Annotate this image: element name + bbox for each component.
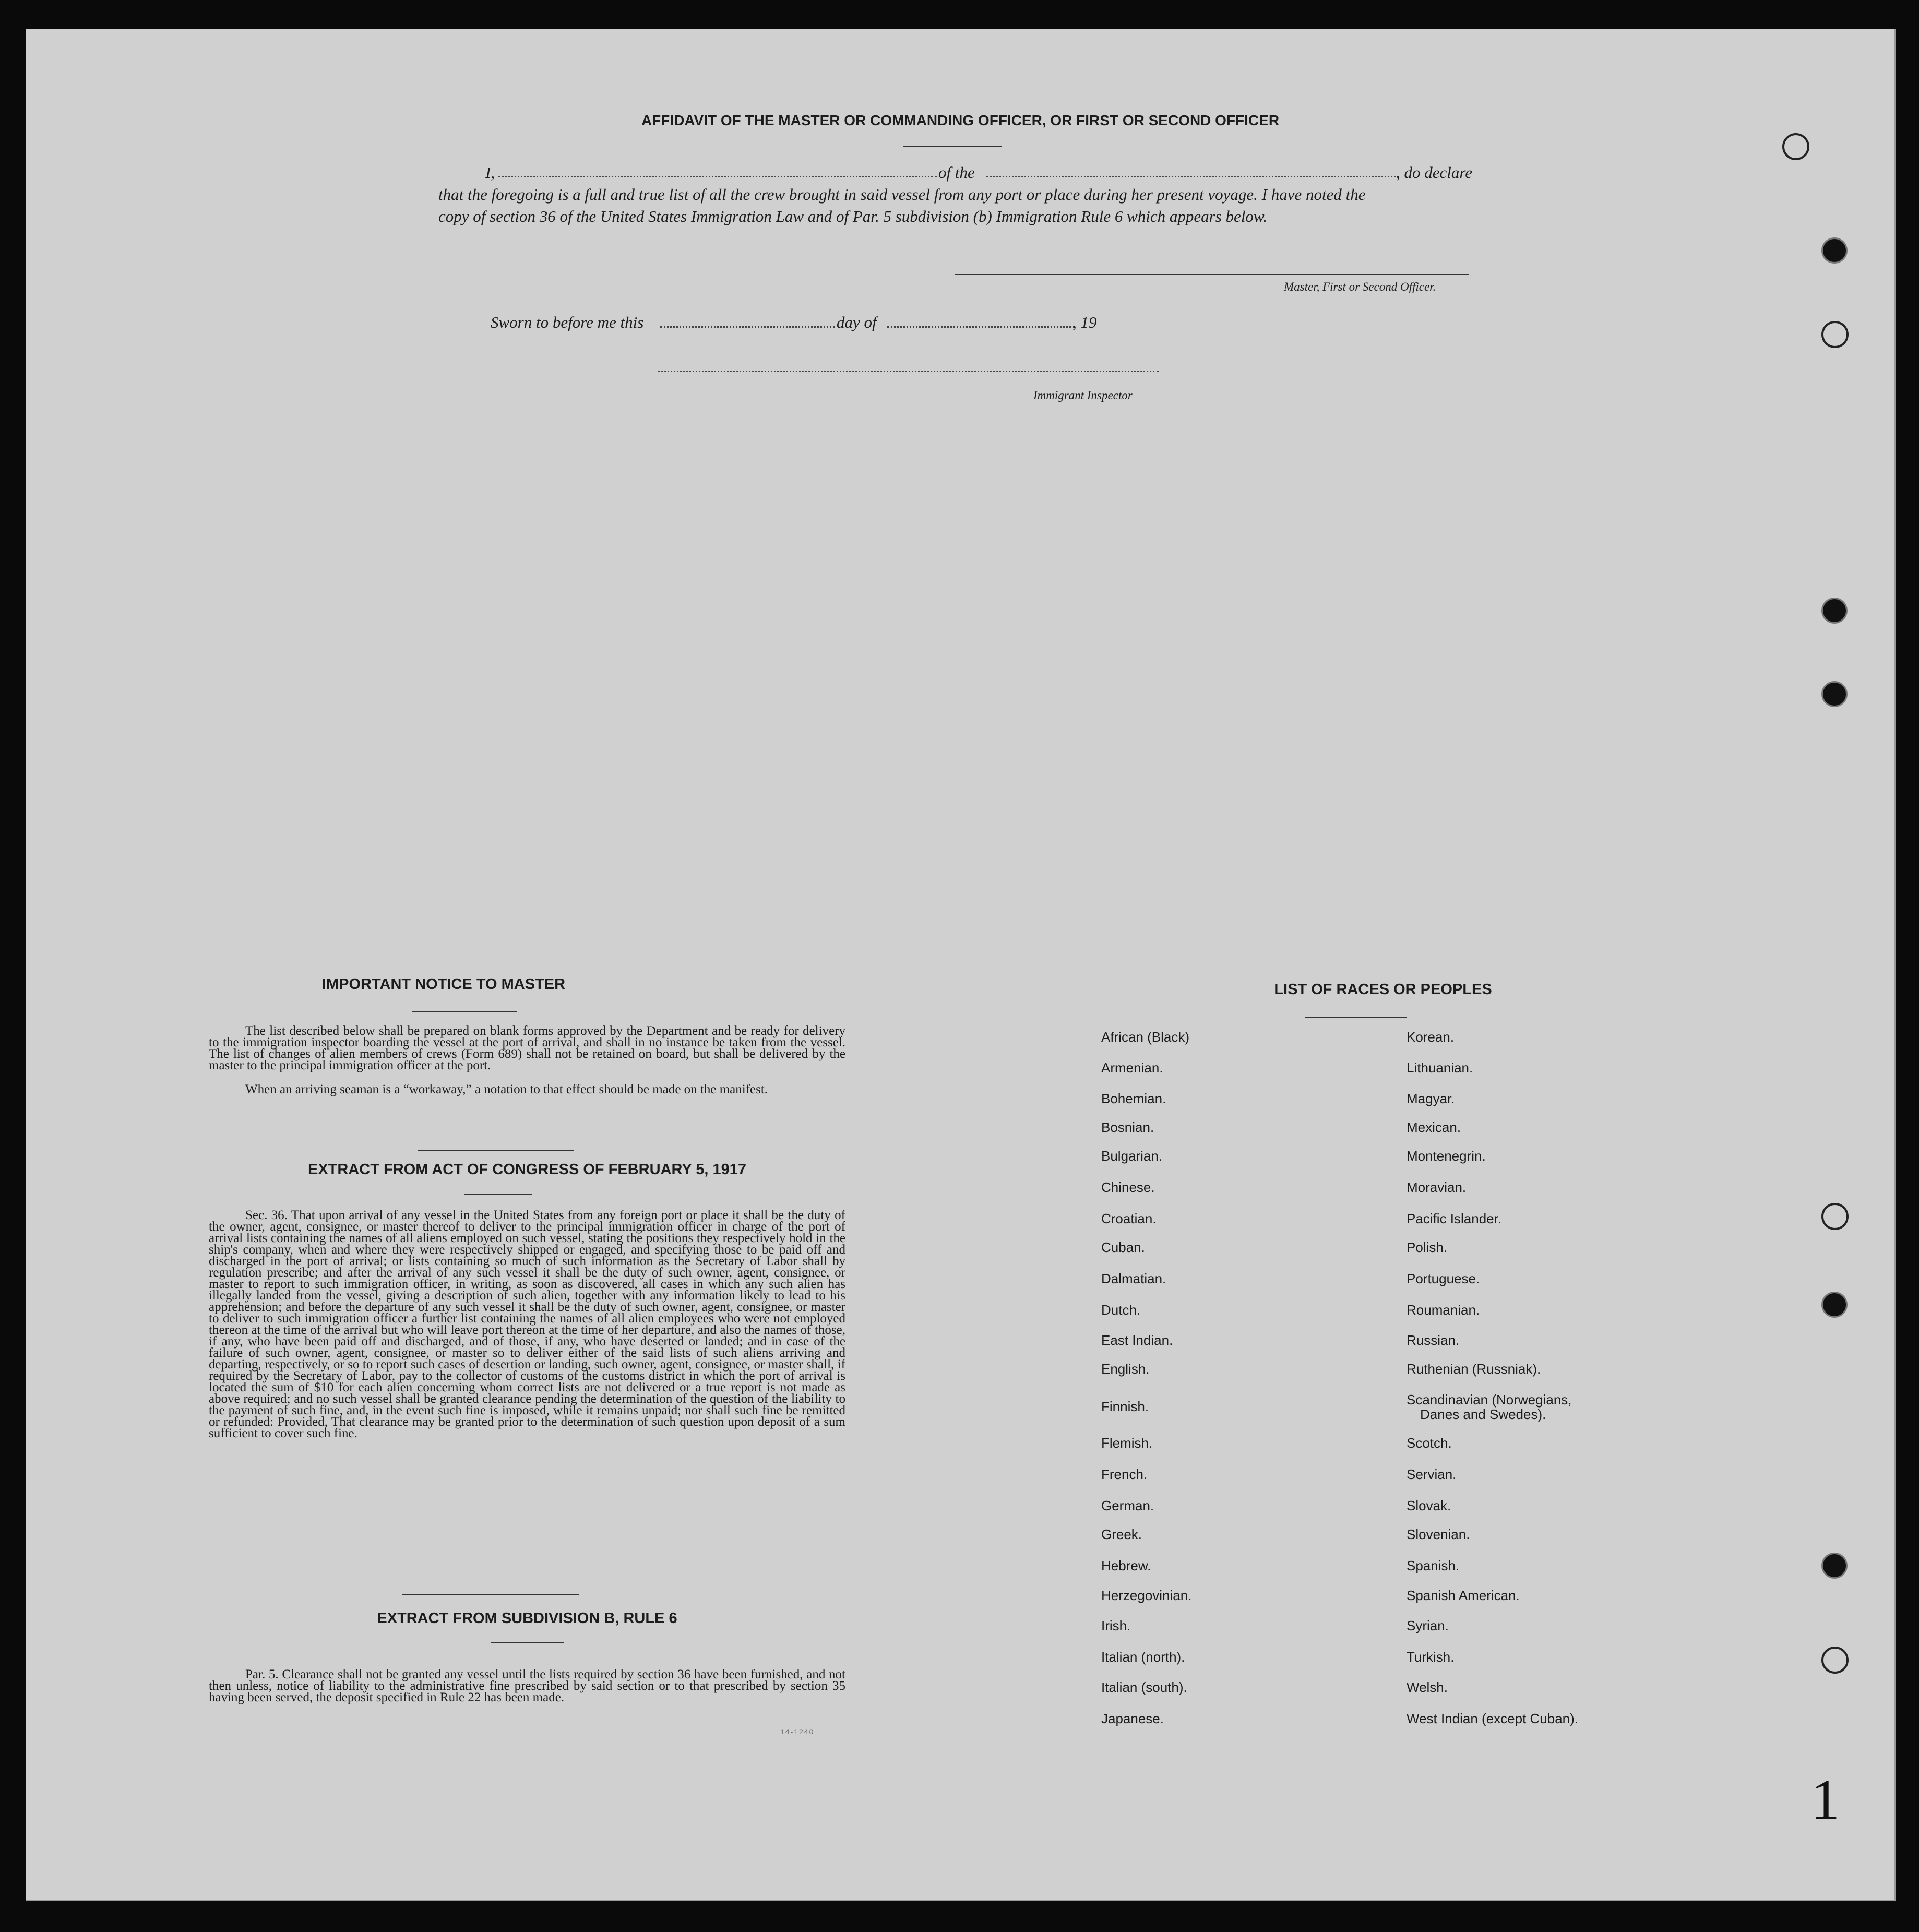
extract-rule-body: Par. 5. Clearance shall not be granted any vessel until the lists required by section 36 have been furnished, and not then unless, notice of liability to the administrative fine prescribed by said section or to that prescribed by section 35 having been served, the deposit specified in Rule 22 has been made. — [209, 1667, 845, 1704]
race-item: Slovak. — [1407, 1498, 1451, 1513]
race-item: Turkish. — [1407, 1649, 1455, 1665]
affidavit-title: AFFIDAVIT OF THE MASTER OR COMMANDING OFFICER, OR FIRST OR SECOND OFFICER — [641, 112, 1280, 128]
race-item: English. — [1101, 1361, 1150, 1377]
race-item: Welsh. — [1407, 1679, 1448, 1695]
extract-rule-title: EXTRACT FROM SUBDIVISION B, RULE 6 — [377, 1610, 677, 1627]
race-item: Roumanian. — [1407, 1302, 1480, 1318]
race-item: Finnish. — [1101, 1399, 1149, 1414]
binder-hole — [1821, 321, 1849, 348]
handwritten-page-mark: 1 — [1811, 1768, 1840, 1831]
binder-hole — [1821, 237, 1848, 264]
race-item: Irish. — [1101, 1618, 1131, 1633]
race-item: Pacific Islander. — [1407, 1211, 1502, 1226]
sworn-date-blank[interactable] — [660, 326, 835, 328]
binder-hole — [1821, 1203, 1849, 1230]
notice-para2: When an arriving seaman is a “workaway,” a notation to that effect should be made on the manifest. — [245, 1082, 768, 1096]
binder-hole — [1821, 681, 1848, 707]
race-item: Servian. — [1407, 1466, 1457, 1482]
binder-hole — [1821, 1292, 1848, 1318]
race-item: Bulgarian. — [1101, 1148, 1163, 1164]
affidavit-line1-of: of the — [938, 163, 975, 182]
race-item: Portuguese. — [1407, 1271, 1480, 1286]
notice-para1: The list described below shall be prepared on blank forms approved by the Department and be ready for delivery to the immigration inspector boarding the vessel at the port of arrival, and shall in no instance be taken from the vessel. The list of changes of alien members of crews (Form 689) shall not be retained on board, but shall be delivered by the master to the principal immigration officer at the port. — [209, 1024, 845, 1072]
extract-act-title: EXTRACT FROM ACT OF CONGRESS OF FEBRUARY 5, 1917 — [307, 1161, 747, 1178]
race-item: Danes and Swedes). — [1420, 1406, 1546, 1422]
extract-act-divider — [464, 1194, 532, 1195]
races-divider — [1305, 1017, 1407, 1018]
binder-hole — [1782, 133, 1809, 160]
race-item: West Indian (except Cuban). — [1407, 1711, 1579, 1726]
race-item: Dalmatian. — [1101, 1271, 1166, 1286]
extract-rule-divider — [491, 1642, 564, 1643]
extract-rule-top-divider — [402, 1594, 579, 1595]
race-item: Spanish American. — [1407, 1588, 1520, 1603]
race-item: Slovenian. — [1407, 1526, 1470, 1542]
sworn-year: , 19 — [1072, 313, 1097, 331]
sworn-prefix: Sworn to before me this — [491, 313, 644, 331]
race-item: Armenian. — [1101, 1060, 1163, 1076]
race-item: Cuban. — [1101, 1239, 1145, 1255]
affidavit-line1-declare: , do declare — [1396, 163, 1473, 182]
race-item: Dutch. — [1101, 1302, 1141, 1318]
inspector-caption: Immigrant Inspector — [1033, 389, 1133, 402]
notice-title: IMPORTANT NOTICE TO MASTER — [321, 976, 566, 993]
race-item: Italian (south). — [1101, 1679, 1187, 1695]
sworn-month-blank[interactable] — [887, 326, 1075, 328]
binder-hole — [1821, 1647, 1849, 1674]
race-item: Scandinavian (Norwegians, — [1407, 1392, 1572, 1408]
notice-divider — [412, 1011, 517, 1012]
affidavit-line3: copy of section 36 of the United States Immigration Law and of Par. 5 subdivision (b) Immigration Rule 6 which appears below. — [438, 207, 1268, 225]
race-item: Bohemian. — [1101, 1091, 1166, 1106]
signature-line — [955, 274, 1469, 275]
title-divider — [903, 146, 1002, 147]
inspector-signature-blank[interactable] — [658, 371, 1159, 372]
race-item: Japanese. — [1101, 1711, 1164, 1726]
race-item: German. — [1101, 1498, 1154, 1513]
race-item: Mexican. — [1407, 1119, 1461, 1135]
race-item: Herzegovinian. — [1101, 1588, 1192, 1603]
race-item: Croatian. — [1101, 1211, 1157, 1226]
binder-hole — [1821, 1553, 1848, 1579]
races-title: LIST OF RACES OR PEOPLES — [1274, 981, 1492, 998]
race-item: Bosnian. — [1101, 1119, 1154, 1135]
affidavit-line1-i: I, — [485, 163, 495, 182]
race-item: Spanish. — [1407, 1558, 1460, 1573]
document-page — [26, 29, 1896, 1901]
race-item: Russian. — [1407, 1332, 1460, 1348]
name-blank[interactable] — [498, 176, 937, 177]
sworn-day: day of — [837, 313, 877, 331]
race-item: African (Black) — [1101, 1029, 1190, 1045]
signature-caption: Master, First or Second Officer. — [1284, 280, 1436, 293]
notice-bottom-divider — [418, 1150, 574, 1151]
race-item: Flemish. — [1101, 1435, 1153, 1451]
race-item: Moravian. — [1407, 1179, 1467, 1195]
race-item: French. — [1101, 1466, 1148, 1482]
binder-hole — [1821, 598, 1848, 624]
race-item: Italian (north). — [1101, 1649, 1185, 1665]
race-item: Lithuanian. — [1407, 1060, 1473, 1076]
race-item: Montenegrin. — [1407, 1148, 1486, 1164]
race-item: East Indian. — [1101, 1332, 1173, 1348]
race-item: Chinese. — [1101, 1179, 1155, 1195]
race-item: Polish. — [1407, 1239, 1448, 1255]
race-item: Ruthenian (Russniak). — [1407, 1361, 1541, 1377]
form-number: 14-1240 — [780, 1727, 815, 1736]
race-item: Magyar. — [1407, 1091, 1455, 1106]
race-item: Syrian. — [1407, 1618, 1449, 1633]
race-item: Hebrew. — [1101, 1558, 1151, 1573]
affidavit-line2: that the foregoing is a full and true list of all the crew brought in said vessel from any port or place during her present voyage. I have noted the — [438, 185, 1366, 204]
extract-act-body: Sec. 36. That upon arrival of any vessel in the United States from any foreign port or place it shall be the duty of the owner, agent, consignee, or master thereof to deliver to the principal immigration officer in charge of the port of arrival lists containing the names of all aliens employed on such vessel, stating the positions they respectively hold in the ship's company, when and where they were respectively shipped or engaged, and specifying those to be paid off and discharged in the port of arrival; or lists containing so much of such information as the Secretary of Labor shall by regulation prescribe; and after the arrival of any such vessel it shall be the duty of such owner, agent, consignee, or master to report to such immigration officer, in writing, as soon as discovered, all cases in which any such alien has illegally landed from the vessel, giving a description of such alien, together with any information likely to lead to his apprehension; and before the departure of any such vessel it shall be the duty of such owner, agent, consignee, or master to deliver to such immigration officer a further list containing the names of all alien employees who were not employed thereon at the time of the arrival but who will leave port thereon at the time of her departure, and also the names of those, if any, who have been paid off and discharged, and of those, if any, who have deserted or landed; and in case of the failure of such owner, agent, consignee, or master so to deliver either of the said lists of such aliens arriving and departing, respectively, or so to report such cases of desertion or landing, such owner, agent, consignee, or master shall, if required by the Secretary of Labor, pay to the collector of customs of the customs district in which the port of arrival is located the sum of $10 for each alien concerning whom correct lists are not delivered or a true report is not made as above required; and no such vessel shall be granted clearance pending the determination of the question of the liability to the payment of such fine, and, in the event such fine is imposed, while it remains unpaid; nor shall such fine be remitted or refunded: Provided, That clearance may be granted prior to the determination of such question upon deposit of a sum sufficient to cover such fine. — [209, 1208, 845, 1440]
vessel-blank[interactable] — [986, 176, 1399, 177]
race-item: Korean. — [1407, 1029, 1455, 1045]
race-item: Scotch. — [1407, 1435, 1452, 1451]
race-item: Greek. — [1101, 1526, 1142, 1542]
